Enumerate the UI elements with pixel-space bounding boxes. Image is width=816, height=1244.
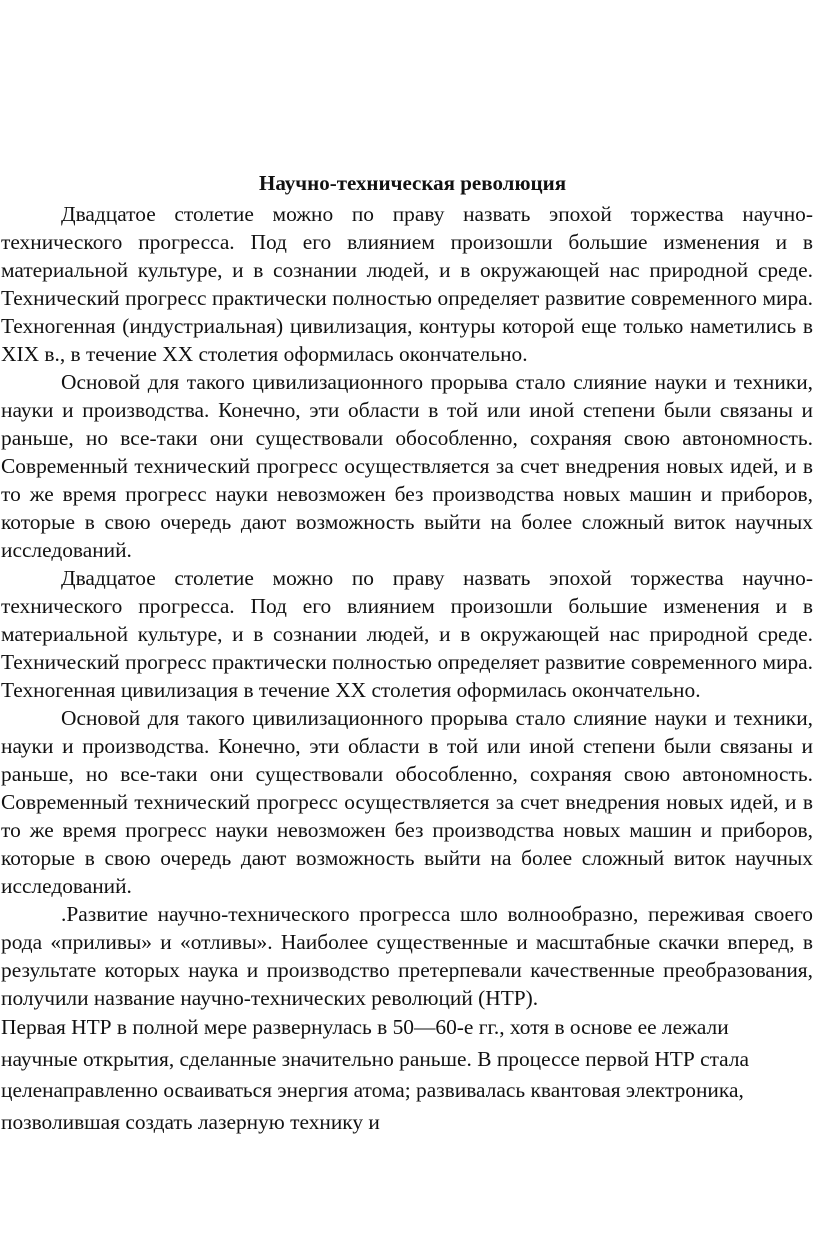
paragraph-1: Двадцатое столетие можно по праву назвать эпохой торжества научно-технического прогресса. Под его влиянием произошли большие изменения и в материальной культуре, и в сознании людей, и в окружающей нас природной среде. Технический прогресс практически полностью определяет развитие современного мира. Техногенная (индустриальная) цивилизация, контуры которой еще только наметились в XIX в., в течение XX столетия оформилась окончательно. bbox=[1, 202, 813, 366]
document-body bbox=[1, 170, 813, 1138]
paragraph-4: Основой для такого цивилизационного прорыва стало слияние науки и техники, науки и производства. Конечно, эти области в той или иной степени были связаны и раньше, но все-таки они существовали обособленно, сохраняя свою автономность. Современный технический прогресс осуществляется за счет внедрения новых идей, и в то же время прогресс науки невозможен без производства новых машин и приборов, которые в свою очередь дают возможность выйти на более сложный виток научных исследований. bbox=[1, 706, 813, 898]
paragraph-6: Первая НТР в полной мере развернулась в 50—60-е гг., хотя в основе ее лежали научные открытия, сделанные значительно раньше. В процессе первой НТР стала целенаправленно осваиваться энергия атома; развивалась квантовая электроника, позволившая создать лазерную технику и bbox=[1, 1015, 750, 1134]
paragraph-2: Основой для такого цивилизационного прорыва стало слияние науки и техники, науки и производства. Конечно, эти области в той или иной степени были связаны и раньше, но все-таки они существовали обособленно, сохраняя свою автономность. Современный технический прогресс осуществляется за счет внедрения новых идей, и в то же время прогресс науки невозможен без производства новых машин и приборов, которые в свою очередь дают возможность выйти на более сложный виток научных исследований. bbox=[1, 370, 813, 562]
document-title: Научно-техническая революция bbox=[259, 171, 567, 195]
paragraph-3: Двадцатое столетие можно по праву назвать эпохой торжества научно-технического прогресса. Под его влиянием произошли большие изменения и в материальной культуре, и в сознании людей, и в окружающей нас природной среде. Технический прогресс практически полностью определяет развитие современного мира. Техногенная цивилизация в течение XX столетия оформилась окончательно. bbox=[1, 566, 813, 702]
paragraph-5: .Развитие научно-технического прогресса шло волнообразно, переживая своего рода «приливы» и «отливы». Наиболее существенные и масштабные скачки вперед, в результате которых наука и производство претерпевали качественные преобразования, получили название научно-технических революций (НТР). bbox=[1, 902, 813, 1010]
